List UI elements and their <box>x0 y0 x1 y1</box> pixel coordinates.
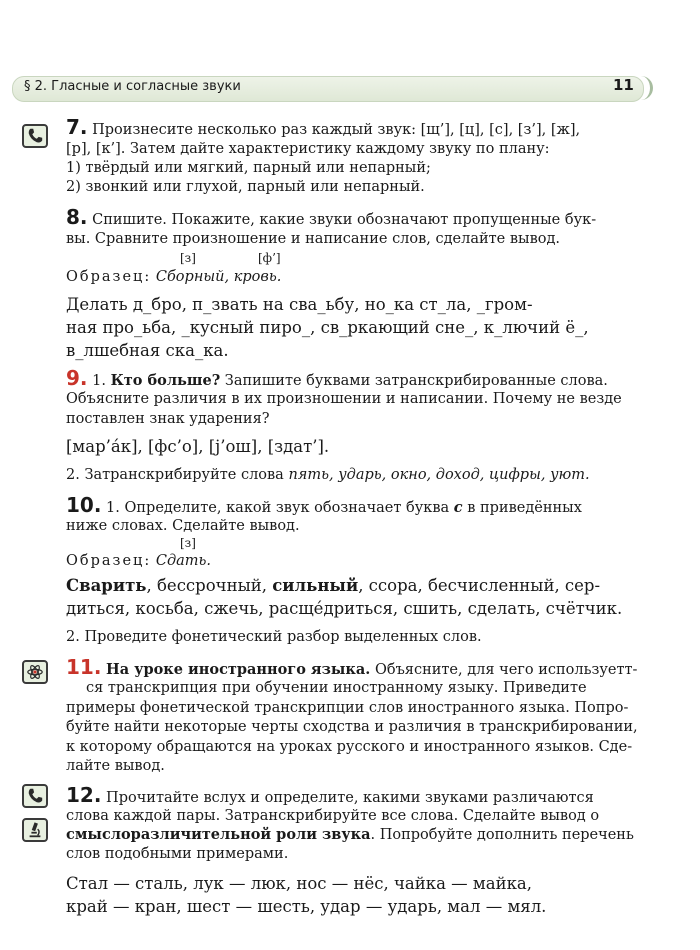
ex8-line1: 8. Спишите. Покажите, какие звуки обозначают пропущенные бук- <box>66 205 597 229</box>
ex7-line4: 2) звонкий или глухой, парный или непарный. <box>66 179 425 195</box>
ex7-line3: 1) твёрдый или мягкий, парный или непарный; <box>66 160 431 176</box>
ex7-line2: [р], [к’]. Затем дайте характеристику каждому звуку по плану: <box>66 141 550 157</box>
ex10-part2: 2. Проведите фонетический разбор выделенных слов. <box>66 629 482 645</box>
ex11-line5: к которому обращаются на уроках русского и иностранного языков. Сде- <box>66 739 633 755</box>
ex8-sample: Образец: Сборный, кровь. <box>66 269 282 285</box>
ex11-line2: ся транскрипция при обучении иностранному языку. Приведите <box>86 680 587 696</box>
ex9-line3: поставлен знак ударения? <box>66 411 270 427</box>
ex11-line6: лайте вывод. <box>66 758 165 774</box>
ex12-line4: слов подобными примерами. <box>66 846 289 862</box>
header-cap <box>636 76 653 100</box>
ex12-text-2: край — кран, шест — шесть, удар — ударь, мал — мял. <box>66 897 547 916</box>
ex7-number: 7. <box>66 115 88 139</box>
ex10-line2: ниже словах. Сделайте вывод. <box>66 518 300 534</box>
ex10-sample: Образец: Сдать. <box>66 553 212 569</box>
ex11-number: 11. <box>66 655 102 679</box>
phone-icon <box>22 784 48 808</box>
ex12-line1: 12. Прочитайте вслух и определите, какими звуками различаются <box>66 783 594 807</box>
ex8-text-2: ная про_ьба, _кусный пиро_, св_ркающий сне_, к_лючий ё_, <box>66 318 589 337</box>
ex8-transcription-2: [ф’] <box>258 251 281 265</box>
ex10-transcription: [з] <box>180 536 196 550</box>
ex12-text-1: Стал — сталь, лук — люк, нос — нёс, чайка — майка, <box>66 874 532 893</box>
ex9-line2: Объясните различия в их произношении и написании. Почему не везде <box>66 391 622 407</box>
ex10-text-1: Сварить, бессрочный, сильный, ссора, бесчисленный, сер- <box>66 576 601 595</box>
ex9-line1: 9. 1. Кто больше? Запишите буквами затранскрибированные слова. <box>66 366 608 390</box>
ex9-part2: 2. Затранскрибируйте слова пять, ударь, окно, доход, цифры, уют. <box>66 467 590 483</box>
ex11-line3: примеры фонетической транскрипции слов иностранного языка. Попро- <box>66 700 629 716</box>
ex8-text-3: в_лшебная ска_ка. <box>66 341 229 360</box>
ex8-line2: вы. Сравните произношение и написание слов, сделайте вывод. <box>66 231 561 247</box>
ex11-line4: буйте найти некоторые черты сходства и различия в транскрибировании, <box>66 719 638 735</box>
ex8-transcription-1: [з] <box>180 251 196 265</box>
microscope-icon <box>22 818 48 842</box>
ex7-line1: 7. Произнесите несколько раз каждый звук: [щ’], [ц], [с], [з’], [ж], <box>66 115 581 139</box>
ex8-number: 8. <box>66 205 88 229</box>
ex9-words: [мар’а́к], [фс’о], [j’ош], [здат’]. <box>66 437 330 456</box>
ex10-number: 10. <box>66 493 102 517</box>
phone-icon <box>22 124 48 148</box>
ex9-number: 9. <box>66 366 88 390</box>
ex10-line1: 10. 1. Определите, какой звук обозначает буква с в приведённых <box>66 493 582 517</box>
section-title: § 2. Гласные и согласные звуки <box>24 79 241 94</box>
ex12-number: 12. <box>66 783 102 807</box>
ex11-line1: 11. На уроке иностранного языка. Объясните, для чего используетт- <box>66 655 638 679</box>
atom-icon <box>22 660 48 684</box>
ex12-line3: смыслоразличительной роли звука. Попробуйте дополнить перечень <box>66 826 634 843</box>
ex12-line2: слова каждой пары. Затранскрибируйте все слова. Сделайте вывод о <box>66 808 600 824</box>
ex10-text-2: диться, косьба, сжечь, расще́дриться, сшить, сделать, счётчик. <box>66 599 623 618</box>
page-number: 11 <box>613 76 634 94</box>
ex8-text-1: Делать д_бро, п_звать на сва_ьбу, но_ка ст_ла, _гром- <box>66 295 533 314</box>
